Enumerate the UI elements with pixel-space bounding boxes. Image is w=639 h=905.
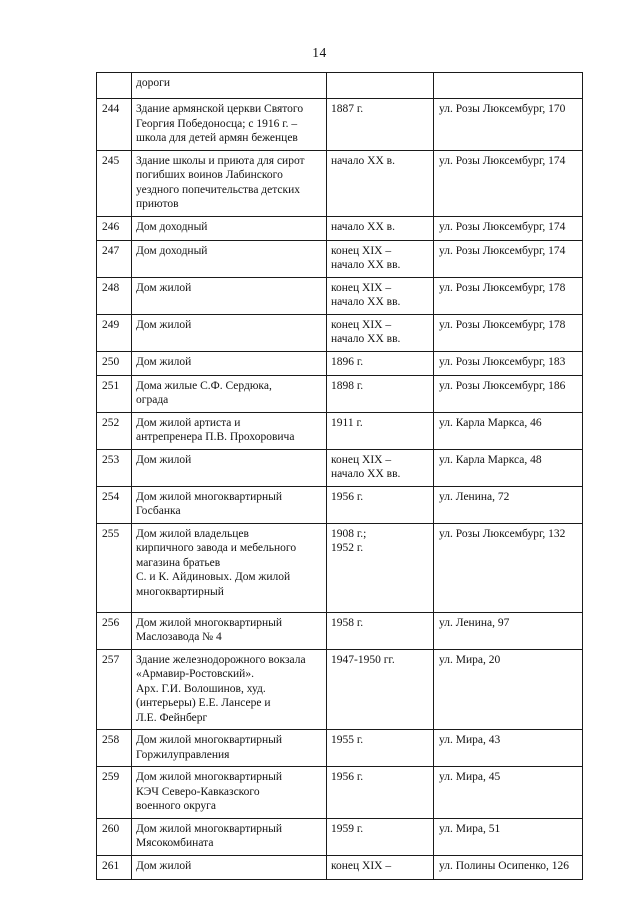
object-name-line: Арх. Г.И. Волошинов, худ. <box>136 682 266 695</box>
row-number: 246 <box>97 216 132 240</box>
object-address-cell <box>434 216 583 240</box>
object-name-line: Дом жилой <box>136 355 192 368</box>
object-date-line: конец XIX – <box>331 281 392 294</box>
row-number: 247 <box>97 240 132 277</box>
object-address-line: ул. Ленина, 72 <box>439 490 510 503</box>
object-name-line: Л.Е. Фейнберг <box>136 711 208 724</box>
object-name-line: Дом доходный <box>136 220 208 233</box>
object-date-line: 1952 г. <box>331 542 364 554</box>
object-date-line: 1956 г. <box>331 490 364 503</box>
object-name-line: Дом жилой многоквартирный <box>136 616 283 629</box>
table-row <box>97 730 583 767</box>
object-name-cell <box>132 73 327 99</box>
table-body <box>97 73 583 880</box>
object-date-cell <box>327 730 434 767</box>
row-number: 256 <box>97 612 132 649</box>
object-date-line: 1956 г. <box>331 771 364 783</box>
object-name-cell <box>132 449 327 486</box>
object-name-cell <box>132 240 327 277</box>
object-address-cell <box>434 855 583 879</box>
object-date-line: 1908 г.; <box>331 527 367 540</box>
object-name-line: «Армавир-Ростовский». <box>136 668 254 680</box>
object-date-line: начало XX вв. <box>331 333 401 345</box>
object-name-line: Дом жилой многоквартирный <box>136 490 283 503</box>
object-name-cell <box>132 351 327 375</box>
object-name-cell <box>132 486 327 523</box>
object-date-line: 1898 г. <box>331 379 364 392</box>
object-date-line: начало XX в. <box>331 154 395 167</box>
row-number: 245 <box>97 150 132 216</box>
object-date-line: конец XIX – <box>331 244 392 257</box>
object-name-cell <box>132 730 327 767</box>
object-name-line: кирпичного завода и мебельного <box>136 542 297 554</box>
table-row <box>97 818 583 855</box>
row-number: 252 <box>97 412 132 449</box>
object-name-cell <box>132 412 327 449</box>
object-date-line: 1887 г. <box>331 103 364 115</box>
object-name-line: Мясокомбината <box>136 837 214 849</box>
object-date-line: 1911 г. <box>331 416 363 429</box>
object-address-cell <box>434 150 583 216</box>
object-name-line: Дом жилой многоквартирный <box>136 771 283 783</box>
table-row <box>97 99 583 151</box>
object-address-line: ул. Розы Люксембург, 170 <box>439 103 566 115</box>
object-name-line: уездного попечительства детских <box>136 183 301 196</box>
object-address-cell <box>434 818 583 855</box>
object-address-cell <box>434 73 583 99</box>
object-date-line: 1955 г. <box>331 734 364 746</box>
row-number: 251 <box>97 375 132 412</box>
object-name-cell <box>132 150 327 216</box>
object-date-cell <box>327 216 434 240</box>
object-address-cell <box>434 449 583 486</box>
object-address-cell <box>434 277 583 314</box>
object-name-line: КЭЧ Северо-Кавказского <box>136 785 260 798</box>
object-date-line: начало XX в. <box>331 220 395 233</box>
object-address-line: ул. Карла Маркса, 48 <box>439 453 542 466</box>
table-row <box>97 277 583 314</box>
object-address-cell <box>434 314 583 351</box>
object-name-line: военного округа <box>136 800 216 812</box>
object-date-cell <box>327 277 434 314</box>
row-number: 249 <box>97 314 132 351</box>
object-date-line: конец XIX – <box>331 453 392 466</box>
table-row <box>97 612 583 649</box>
object-name-cell <box>132 216 327 240</box>
object-name-cell <box>132 277 327 314</box>
object-address-cell <box>434 99 583 151</box>
object-address-cell <box>434 523 583 612</box>
object-address-line: ул. Мира, 43 <box>439 734 501 746</box>
object-date-cell <box>327 375 434 412</box>
object-name-cell <box>132 523 327 612</box>
object-address-line: ул. Мира, 20 <box>439 653 501 666</box>
table-row <box>97 216 583 240</box>
object-date-cell <box>327 449 434 486</box>
object-name-line: Дом жилой многоквартирный <box>136 822 283 835</box>
object-name-line: приютов <box>136 198 179 210</box>
object-address-cell <box>434 612 583 649</box>
object-name-line: Госбанка <box>136 505 181 517</box>
table-row <box>97 240 583 277</box>
object-name-line: Здание армянской церкви Святого <box>136 103 304 115</box>
object-address-cell <box>434 375 583 412</box>
table-row <box>97 449 583 486</box>
row-number: 261 <box>97 855 132 879</box>
object-date-line: начало XX вв. <box>331 259 401 271</box>
object-address-line: ул. Розы Люксембург, 174 <box>439 244 566 257</box>
object-date-cell <box>327 150 434 216</box>
object-address-cell <box>434 730 583 767</box>
object-address-cell <box>434 351 583 375</box>
object-address-line: ул. Мира, 45 <box>439 771 501 783</box>
row-number: 255 <box>97 523 132 612</box>
object-address-line: ул. Розы Люксембург, 174 <box>439 220 566 233</box>
object-name-cell <box>132 314 327 351</box>
object-date-line: конец XIX – <box>331 318 392 331</box>
object-date-line: 1958 г. <box>331 616 364 629</box>
object-name-cell <box>132 375 327 412</box>
object-name-line: Здание школы и приюта для сирот <box>136 154 305 167</box>
object-date-cell <box>327 649 434 730</box>
object-address-line: ул. Розы Люксембург, 132 <box>439 527 566 540</box>
object-name-cell <box>132 767 327 819</box>
row-number: 253 <box>97 449 132 486</box>
object-date-line: 1896 г. <box>331 355 364 368</box>
object-address-cell <box>434 649 583 730</box>
table-row <box>97 314 583 351</box>
row-number: 250 <box>97 351 132 375</box>
object-name-line: Дом жилой артиста и <box>136 416 241 429</box>
object-address-cell <box>434 767 583 819</box>
object-address-line: ул. Розы Люксембург, 174 <box>439 154 566 167</box>
row-number: 257 <box>97 649 132 730</box>
object-address-line: ул. Розы Люксембург, 183 <box>439 355 566 368</box>
object-name-cell <box>132 612 327 649</box>
table-row <box>97 150 583 216</box>
object-date-cell <box>327 351 434 375</box>
object-date-cell <box>327 73 434 99</box>
row-number <box>97 73 132 99</box>
object-name-line: (интерьеры) Е.Е. Лансере и <box>136 697 271 709</box>
object-name-line: Дом жилой многоквартирный <box>136 734 283 746</box>
object-name-line: магазина братьев <box>136 556 221 569</box>
object-address-cell <box>434 412 583 449</box>
object-address-line: ул. Ленина, 97 <box>439 616 510 629</box>
object-address-line: ул. Мира, 51 <box>439 822 501 835</box>
object-date-cell <box>327 767 434 819</box>
table-row <box>97 375 583 412</box>
object-name-line: многоквартирный <box>136 585 224 598</box>
object-date-cell <box>327 855 434 879</box>
object-date-cell <box>327 523 434 612</box>
object-date-cell <box>327 99 434 151</box>
object-name-line: Дом жилой <box>136 318 192 331</box>
object-name-line: школа для детей армян беженцев <box>136 132 298 144</box>
object-name-cell <box>132 99 327 151</box>
table-row <box>97 73 583 99</box>
object-address-cell <box>434 486 583 523</box>
object-date-line: конец XIX – <box>331 859 392 872</box>
object-name-line: антрепренера П.В. Прохоровича <box>136 431 295 443</box>
object-name-line: погибших воинов Лабинского <box>136 169 283 181</box>
object-name-cell <box>132 855 327 879</box>
object-date-line: 1959 г. <box>331 822 364 835</box>
object-date-cell <box>327 612 434 649</box>
object-date-cell <box>327 412 434 449</box>
object-name-line: Маслозавода № 4 <box>136 631 222 643</box>
object-name-line: Дом жилой владельцев <box>136 527 249 540</box>
row-number: 258 <box>97 730 132 767</box>
object-name-line: С. и К. Айдиновых. Дом жилой <box>136 571 291 583</box>
object-name-line: Георгия Победоносца; с 1916 г. – <box>136 117 298 130</box>
object-date-cell <box>327 818 434 855</box>
object-date-line: 1947-1950 гг. <box>331 653 395 666</box>
object-date-line: начало XX вв. <box>331 296 401 308</box>
object-name-line: Здание железнодорожного вокзала <box>136 653 306 666</box>
table-row <box>97 351 583 375</box>
row-number: 244 <box>97 99 132 151</box>
object-name-cell <box>132 818 327 855</box>
row-number: 248 <box>97 277 132 314</box>
table-row <box>97 523 583 612</box>
object-name-line: ограда <box>136 394 169 406</box>
row-number: 259 <box>97 767 132 819</box>
object-date-cell <box>327 486 434 523</box>
object-address-cell <box>434 240 583 277</box>
table-row <box>97 649 583 730</box>
object-name-line: Горжилуправления <box>136 748 230 761</box>
object-name-line: Дом доходный <box>136 244 208 257</box>
heritage-objects-table <box>96 72 583 880</box>
object-date-cell <box>327 314 434 351</box>
table-row <box>97 412 583 449</box>
object-name-line: Дом жилой <box>136 281 192 294</box>
object-date-cell <box>327 240 434 277</box>
object-address-line: ул. Розы Люксембург, 186 <box>439 379 566 392</box>
table-row <box>97 767 583 819</box>
object-name-cell <box>132 649 327 730</box>
table-row <box>97 855 583 879</box>
object-address-line: ул. Карла Маркса, 46 <box>439 416 542 429</box>
object-name-line: Дома жилые С.Ф. Сердюка, <box>136 379 272 392</box>
object-date-line: начало XX вв. <box>331 468 401 480</box>
row-number: 254 <box>97 486 132 523</box>
object-name-line: Дом жилой <box>136 859 192 872</box>
page-number: 14 <box>312 45 327 60</box>
object-address-line: ул. Розы Люксембург, 178 <box>439 281 566 294</box>
object-name-line: Дом жилой <box>136 453 192 466</box>
object-address-line: ул. Розы Люксембург, 178 <box>439 318 566 331</box>
object-address-line: ул. Полины Осипенко, 126 <box>439 859 570 872</box>
table-row <box>97 486 583 523</box>
row-number: 260 <box>97 818 132 855</box>
object-name-line: дороги <box>136 77 170 89</box>
